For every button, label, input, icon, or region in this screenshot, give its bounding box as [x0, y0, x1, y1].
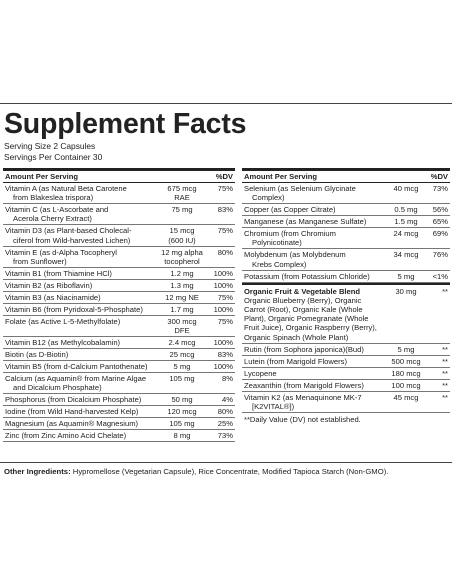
nutrient-amount: [157, 184, 207, 202]
nutrient-dv: 100%: [213, 338, 233, 348]
nutrient-name-line: Manganese (as Manganese Sulfate): [244, 217, 367, 227]
nutrient-name-line: Vitamin K2 (as Menaquinone MK-7: [244, 392, 362, 402]
nutrient-row: [3, 430, 235, 442]
nutrient-amount: [157, 338, 207, 347]
nutrient-name-line: Lutein (from Marigold Flowers): [244, 356, 347, 366]
nutrient-dv: 65%: [432, 217, 448, 227]
nutrient-dv: 100%: [213, 362, 233, 372]
nutrient-amount: [157, 431, 207, 440]
nutrient-name-line: ciferol from Wild-harvested Lichen): [13, 235, 131, 245]
right-column: [242, 168, 450, 426]
nutrient-name: [242, 229, 386, 247]
nutrient-dv: **: [442, 356, 448, 366]
other-ingredients: [4, 467, 388, 476]
nutrient-name-line: Zinc (from Zinc Amino Acid Chelate): [5, 431, 127, 441]
nutrient-name-line: Biotin (as D-Biotin): [5, 350, 69, 360]
amount-line: 45 mcg: [393, 392, 419, 402]
nutrient-dv: **: [442, 368, 448, 378]
amount-line: 12 mg alpha: [161, 247, 203, 257]
nutrient-row: [3, 373, 235, 394]
nutrient-name-line: Zeaxanthin (from Marigold Flowers): [244, 380, 364, 390]
nutrient-name-line: Lycopene: [244, 368, 277, 378]
nutrient-dv: 25%: [217, 419, 233, 429]
amount-line: DFE: [174, 326, 190, 336]
left-column: [3, 168, 235, 442]
nutrient-name-line: Vitamin B5 (from d-Calcium Pantothenate): [5, 362, 148, 372]
nutrient-name-line: Vitamin B12 (as Methylcobalamin): [5, 338, 121, 348]
nutrient-amount: [157, 395, 207, 404]
amount-line: 675 mcg: [167, 184, 197, 193]
amount-line: 100 mcg: [391, 380, 421, 390]
serving-info: [4, 141, 102, 162]
nutrient-name-line: Copper (as Copper Citrate): [244, 205, 336, 215]
nutrient-row: [242, 228, 450, 249]
nutrient-name: [242, 272, 386, 281]
amount-line: 15 mcg: [169, 226, 195, 236]
blend-ingredient: Fruit Juice), Organic Raspberry (Berry),: [244, 323, 377, 333]
nutrient-name-line: Chromium (from Chromium: [244, 229, 336, 239]
nutrient-name: [3, 317, 157, 335]
nutrient-dv: 100%: [213, 280, 233, 290]
blend-ingredient: Organic Blueberry (Berry), Organic: [244, 295, 362, 305]
nutrient-name: [3, 293, 157, 302]
amount-line: 0.5 mg: [394, 205, 418, 215]
amount-line: 25 mcg: [169, 350, 195, 360]
nutrient-dv: 100%: [213, 304, 233, 314]
amount-line: 500 mcg: [391, 356, 421, 366]
blend-ingredient: Plant), Organic Pomegranate (Whole: [244, 314, 369, 324]
nutrient-name-line: Potassium (from Potassium Chloride): [244, 271, 370, 281]
nutrient-dv: 8%: [222, 374, 233, 384]
nutrient-row: [3, 292, 235, 304]
nutrient-dv: 4%: [222, 395, 233, 405]
right-rows: [242, 183, 450, 283]
blend-ingredient: Organic Spinach (Whole Plant): [244, 332, 349, 342]
nutrient-amount: [386, 393, 426, 411]
nutrient-name-line: Acerola Cherry Extract): [13, 214, 92, 224]
nutrient-name-line: from Blakeslea trispora): [13, 193, 94, 203]
nutrient-amount: [386, 381, 426, 390]
nutrient-row: [3, 247, 235, 268]
nutrient-amount: [157, 350, 207, 359]
right-rows-2: [242, 344, 450, 413]
nutrient-amount: [157, 362, 207, 371]
other-ingredients-text: Hypromellose (Vegetarian Capsule), Rice Concentrate, Modified Tapioca Starch (Non-GMO).: [72, 467, 389, 476]
right-header: [242, 171, 450, 183]
nutrient-dv: 75%: [217, 226, 233, 236]
nutrient-dv: **: [442, 392, 448, 402]
nutrient-name-line: Vitamin B3 (as Niacinamide): [5, 292, 101, 302]
nutrient-row: [242, 368, 450, 380]
nutrient-row: [242, 344, 450, 356]
nutrient-name-line: Magnesium (as Aquamin® Magnesium): [5, 419, 139, 429]
nutrient-name: [242, 393, 386, 411]
nutrient-name-line: [K2VITAL®]): [252, 402, 295, 412]
nutrient-name-line: Vitamin C (as L-Ascorbate and: [5, 205, 109, 215]
nutrient-dv: 80%: [217, 247, 233, 257]
nutrient-dv: 83%: [217, 205, 233, 215]
nutrient-amount: [157, 248, 207, 266]
nutrient-dv: 76%: [432, 250, 448, 260]
nutrient-name-line: Vitamin A (as Natural Beta Carotene: [5, 184, 127, 193]
nutrient-name: [3, 305, 157, 314]
nutrient-name: [242, 381, 386, 390]
serving-size: Serving Size 2 Capsules: [4, 141, 96, 151]
nutrient-amount: [386, 272, 426, 281]
nutrient-name: [3, 184, 157, 202]
nutrient-amount: [386, 205, 426, 214]
nutrient-amount: [157, 374, 207, 392]
header-dv: %DV: [215, 172, 233, 181]
nutrient-row: [3, 394, 235, 406]
nutrient-row: [3, 225, 235, 246]
left-header: [3, 171, 235, 183]
nutrient-name: [3, 226, 157, 244]
nutrient-name-line: Polynicotinate): [252, 238, 302, 248]
nutrient-name: [242, 357, 386, 366]
nutrient-row: [3, 280, 235, 292]
nutrient-name: [3, 338, 157, 347]
amount-line: 5 mg: [397, 344, 415, 354]
amount-line: 1.5 mg: [394, 217, 418, 227]
nutrient-name-line: Iodine (from Wild Hand-harvested Kelp): [5, 407, 139, 417]
nutrient-dv: 100%: [213, 268, 233, 278]
nutrient-amount: [157, 281, 207, 290]
amount-line: 180 mcg: [391, 368, 421, 378]
nutrient-dv: 80%: [217, 407, 233, 417]
servings-per-container: Servings Per Container 30: [4, 151, 103, 162]
header-amount: Amount Per Serving: [244, 172, 317, 181]
nutrient-row: [3, 183, 235, 204]
nutrient-amount: [386, 357, 426, 366]
nutrient-amount: [386, 217, 426, 226]
nutrient-row: [242, 249, 450, 270]
nutrient-row: [242, 204, 450, 216]
nutrient-name: [242, 369, 386, 378]
nutrient-name-line: Rutin (from Sophora japonica)(Bud): [244, 344, 364, 354]
nutrient-dv: 56%: [432, 205, 448, 215]
amount-line: 34 mcg: [393, 250, 419, 260]
blend-amount: 30 mg: [395, 286, 417, 296]
nutrient-row: [3, 316, 235, 337]
nutrient-amount: [386, 345, 426, 354]
nutrient-name: [3, 431, 157, 440]
nutrient-name: [3, 407, 157, 416]
amount-line: 120 mcg: [167, 407, 197, 417]
nutrient-amount: [386, 369, 426, 378]
nutrient-name: [3, 269, 157, 278]
amount-line: (600 IU): [168, 235, 196, 245]
blend-name: [242, 287, 386, 342]
nutrient-name: [3, 350, 157, 359]
nutrient-dv: 69%: [432, 229, 448, 239]
nutrient-amount: [157, 305, 207, 314]
nutrient-amount: [386, 229, 426, 247]
nutrient-name-line: Vitamin B2 (as Riboflavin): [5, 280, 93, 290]
nutrient-dv: **: [442, 344, 448, 354]
blend-row: [242, 285, 450, 344]
nutrient-row: [242, 271, 450, 283]
nutrient-name-line: and Dicalcium Phosphate): [13, 383, 102, 393]
nutrient-name: [242, 250, 386, 268]
header-dv: %DV: [430, 172, 448, 181]
nutrient-dv: 73%: [217, 431, 233, 441]
amount-line: 1.2 mg: [170, 268, 194, 278]
nutrient-dv: 83%: [217, 350, 233, 360]
amount-line: 50 mg: [171, 395, 193, 405]
nutrient-name-line: Phosphorus (from Dicalcium Phosphate): [5, 395, 142, 405]
amount-line: 5 mg: [397, 271, 415, 281]
nutrient-name-line: Vitamin D3 (as Plant-based Cholecal-: [5, 226, 132, 236]
nutrient-name: [242, 205, 386, 214]
nutrient-dv: **: [442, 380, 448, 390]
nutrient-row: [3, 268, 235, 280]
nutrient-name-line: Calcium (as Aquamin® from Marine Algae: [5, 374, 147, 384]
nutrient-amount: [157, 226, 207, 244]
nutrient-amount: [157, 419, 207, 428]
nutrient-amount: [157, 317, 207, 335]
amount-line: 12 mg NE: [165, 292, 199, 302]
nutrient-name: [3, 205, 157, 223]
nutrient-amount: [386, 184, 426, 202]
other-ingredients-label: Other Ingredients:: [4, 467, 71, 476]
nutrient-row: [242, 380, 450, 392]
nutrient-name: [3, 248, 157, 266]
nutrient-row: [3, 204, 235, 225]
nutrient-amount: [157, 407, 207, 416]
amount-line: 75 mg: [171, 205, 193, 215]
nutrient-amount: [157, 269, 207, 278]
amount-line: 105 mg: [169, 419, 195, 429]
nutrient-name: [242, 345, 386, 354]
nutrient-name: [242, 184, 386, 202]
nutrient-name: [3, 419, 157, 428]
nutrient-name-line: Vitamin B6 (from Pyridoxal-5-Phosphate): [5, 304, 143, 314]
nutrient-name-line: Complex): [252, 193, 285, 203]
amount-line: 300 mcg: [167, 316, 197, 326]
blend-title: Organic Fruit & Vegetable Blend: [244, 286, 361, 296]
nutrient-row: [242, 392, 450, 413]
nutrient-name-line: Vitamin B1 (from Thiamine HCl): [5, 268, 112, 278]
amount-line: RAE: [174, 193, 190, 203]
amount-line: 105 mg: [169, 374, 195, 384]
amount-line: 8 mg: [173, 431, 191, 441]
nutrient-dv: 75%: [217, 316, 233, 326]
amount-line: 5 mg: [173, 362, 191, 372]
nutrient-name-line: Selenium (as Selenium Glycinate: [244, 184, 356, 193]
amount-line: 2.4 mcg: [168, 338, 196, 348]
nutrient-row: [3, 337, 235, 349]
amount-line: 40 mcg: [393, 184, 419, 193]
nutrient-row: [242, 183, 450, 204]
header-amount: Amount Per Serving: [5, 172, 78, 181]
amount-line: 1.3 mg: [170, 280, 194, 290]
nutrient-name: [3, 281, 157, 290]
nutrient-row: [3, 304, 235, 316]
nutrient-amount: [157, 205, 207, 223]
nutrient-dv: 73%: [432, 184, 448, 193]
nutrient-dv: <1%: [432, 271, 448, 281]
amount-line: 24 mcg: [393, 229, 419, 239]
nutrient-dv: 75%: [217, 292, 233, 302]
nutrient-row: [3, 406, 235, 418]
nutrient-row: [3, 349, 235, 361]
nutrient-amount: [157, 293, 207, 302]
amount-line: 1.7 mg: [170, 304, 194, 314]
nutrient-row: [3, 418, 235, 430]
panel-title: Supplement Facts: [4, 108, 247, 140]
nutrient-row: [242, 216, 450, 228]
nutrient-amount: [386, 250, 426, 268]
nutrient-name-line: Krebs Complex): [252, 259, 307, 269]
blend-ingredient: Carrot (Root), Organic Kale (Whole: [244, 305, 363, 315]
nutrient-name-line: from Sunflower): [13, 256, 67, 266]
nutrient-name: [3, 374, 157, 392]
nutrient-name: [242, 217, 386, 226]
amount-line: tocopherol: [164, 256, 200, 266]
dv-footnote: **Daily Value (DV) not established.: [244, 415, 361, 425]
nutrient-name-line: Vitamin E (as d-Alpha Tocopheryl: [5, 247, 117, 257]
blend-dv: **: [442, 286, 448, 296]
nutrient-name-line: Folate (as Active L-5-Methylfolate): [5, 316, 121, 326]
nutrient-name: [3, 395, 157, 404]
left-rows: [3, 183, 235, 442]
nutrient-row: [242, 356, 450, 368]
nutrient-row: [3, 361, 235, 373]
nutrient-name-line: Molybdenum (as Molybdenum: [244, 250, 346, 260]
nutrient-dv: 75%: [217, 184, 233, 193]
nutrient-name: [3, 362, 157, 371]
